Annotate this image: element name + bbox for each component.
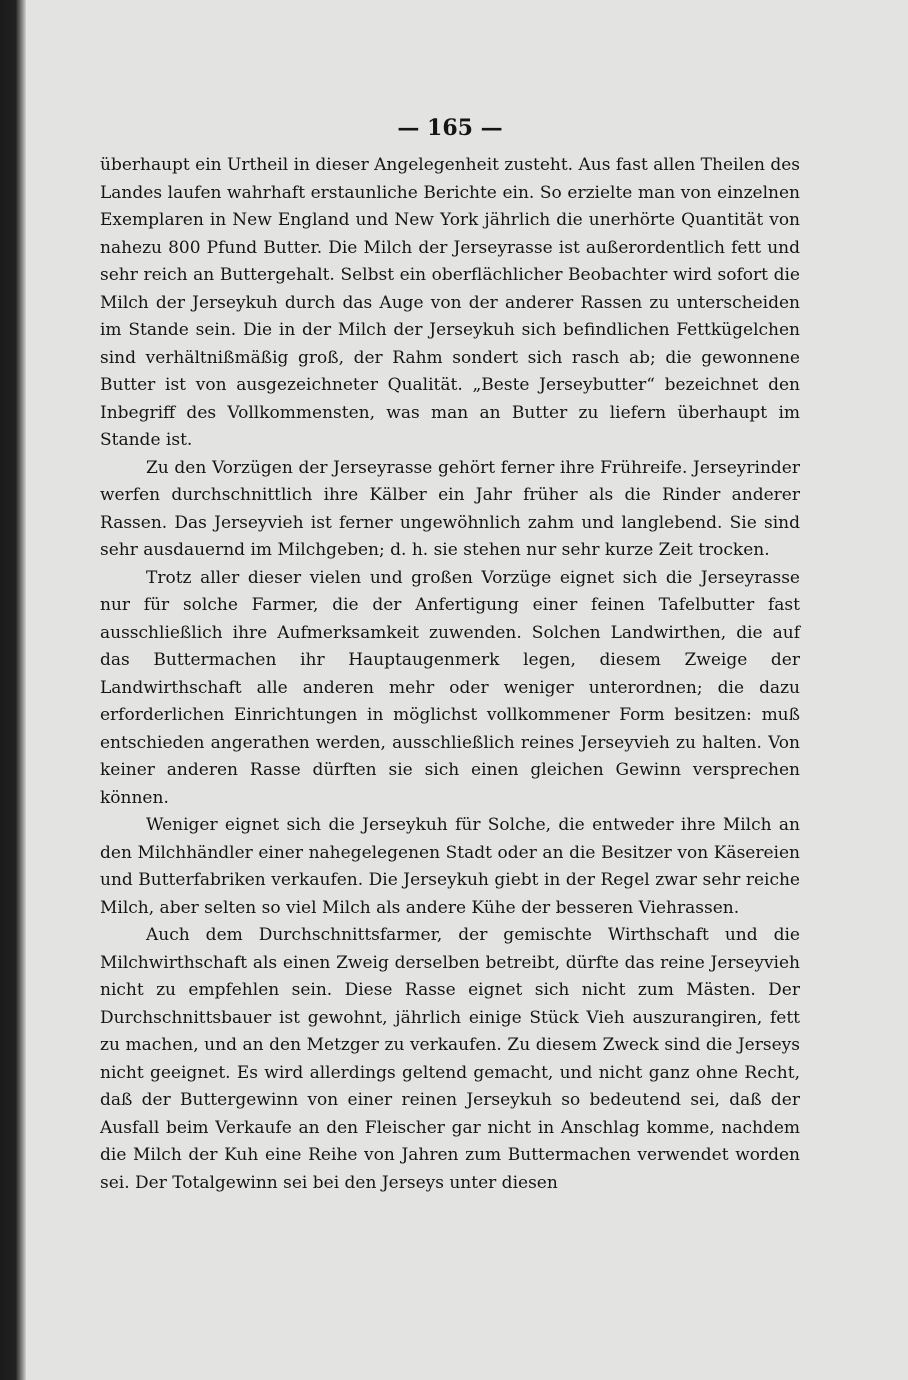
paragraph-milk-sellers: Weniger eignet sich die Jerseykuh für Solche, die entweder ihre Milch an den Milchhändler einer nahegelegenen Stadt oder an die Besitzer von Käsereien und Butterfabriken verkaufen. Die Jerseykuh giebt in der Regel zwar sehr reiche Milch, aber selten so viel Milch als andere Kühe der besseren Viehrassen. — [100, 815, 800, 918]
page-text-block — [100, 108, 800, 1197]
paragraph-early-maturity: Zu den Vorzügen der Jerseyrasse gehört ferner ihre Frühreife. Jerseyrinder werfen durchschnittlich ihre Kälber ein Jahr früher als die Rinder anderer Rassen. Das Jerseyvieh ist ferner ungewöhnlich zahm und langlebend. Sie sind sehr ausdauernd im Milchgeben; d. h. sie stehen nur sehr kurze Zeit trocken. — [100, 457, 800, 560]
book-binding-edge — [0, 0, 26, 1380]
page-number: — 165 — — [397, 115, 503, 141]
paragraph-average-farmer: Auch dem Durchschnittsfarmer, der gemischte Wirthschaft und die Milchwirthschaft als einen Zweig derselben betreibt, dürfte das reine Jerseyvieh nicht zu empfehlen sein. Diese Rasse eignet sich nicht zum Mästen. Der Durchschnittsbauer ist gewohnt, jährlich einige Stück Vieh auszurangiren, fett zu machen, und an den Metzger zu verkaufen. Zu diesem Zweck sind die Jerseys nicht geeignet. Es wird allerdings geltend gemacht, und nicht ganz ohne Recht, daß der Buttergewinn von einer reinen Jerseykuh so bedeutend sei, daß der Ausfall beim Verkaufe an den Fleischer gar nicht in Anschlag komme, nachdem die Milch der Kuh eine Reihe von Jahren zum Buttermachen verwendet worden sei. Der Totalgewinn sei bei den Jerseys unter diesen — [100, 925, 800, 1193]
paragraph-continued: überhaupt ein Urtheil in dieser Angelegenheit zusteht. Aus fast allen Theilen des Landes laufen wahrhaft erstaunliche Berichte ein. So erzielte man von einzelnen Exemplaren in New England und New York jährlich die unerhörte Quantität von nahezu 800 Pfund Butter. Die Milch der Jerseyrasse ist außerordentlich fett und sehr reich an Buttergehalt. Selbst ein oberflächlicher Beobachter wird sofort die Milch der Jerseykuh durch das Auge von der anderer Rassen zu unterscheiden im Stande sein. Die in der Milch der Jerseykuh sich befindlichen Fettkügelchen sind verhältnißmäßig groß, der Rahm sondert sich rasch ab; die gewonnene Butter ist von ausgezeichneter Qualität. „Beste Jerseybutter“ bezeichnet den Inbegriff des Vollkommensten, was man an Butter zu liefern überhaupt im Stande ist. — [100, 155, 800, 450]
paragraph-butter-farmers: Trotz aller dieser vielen und großen Vorzüge eignet sich die Jerseyrasse nur für solche Farmer, die der Anfertigung einer feinen Tafelbutter fast ausschließlich ihre Aufmerksamkeit zuwenden. Solchen Landwirthen, die auf das Buttermachen ihr Hauptaugenmerk legen, diesem Zweige der Landwirthschaft alle anderen mehr oder weniger unterordnen; die dazu erforderlichen Einrichtungen in möglichst vollkommener Form besitzen: muß entschieden angerathen werden, ausschließlich reines Jerseyvieh zu halten. Von keiner anderen Rasse dürften sie sich einen gleichen Gewinn versprechen können. — [100, 567, 800, 808]
